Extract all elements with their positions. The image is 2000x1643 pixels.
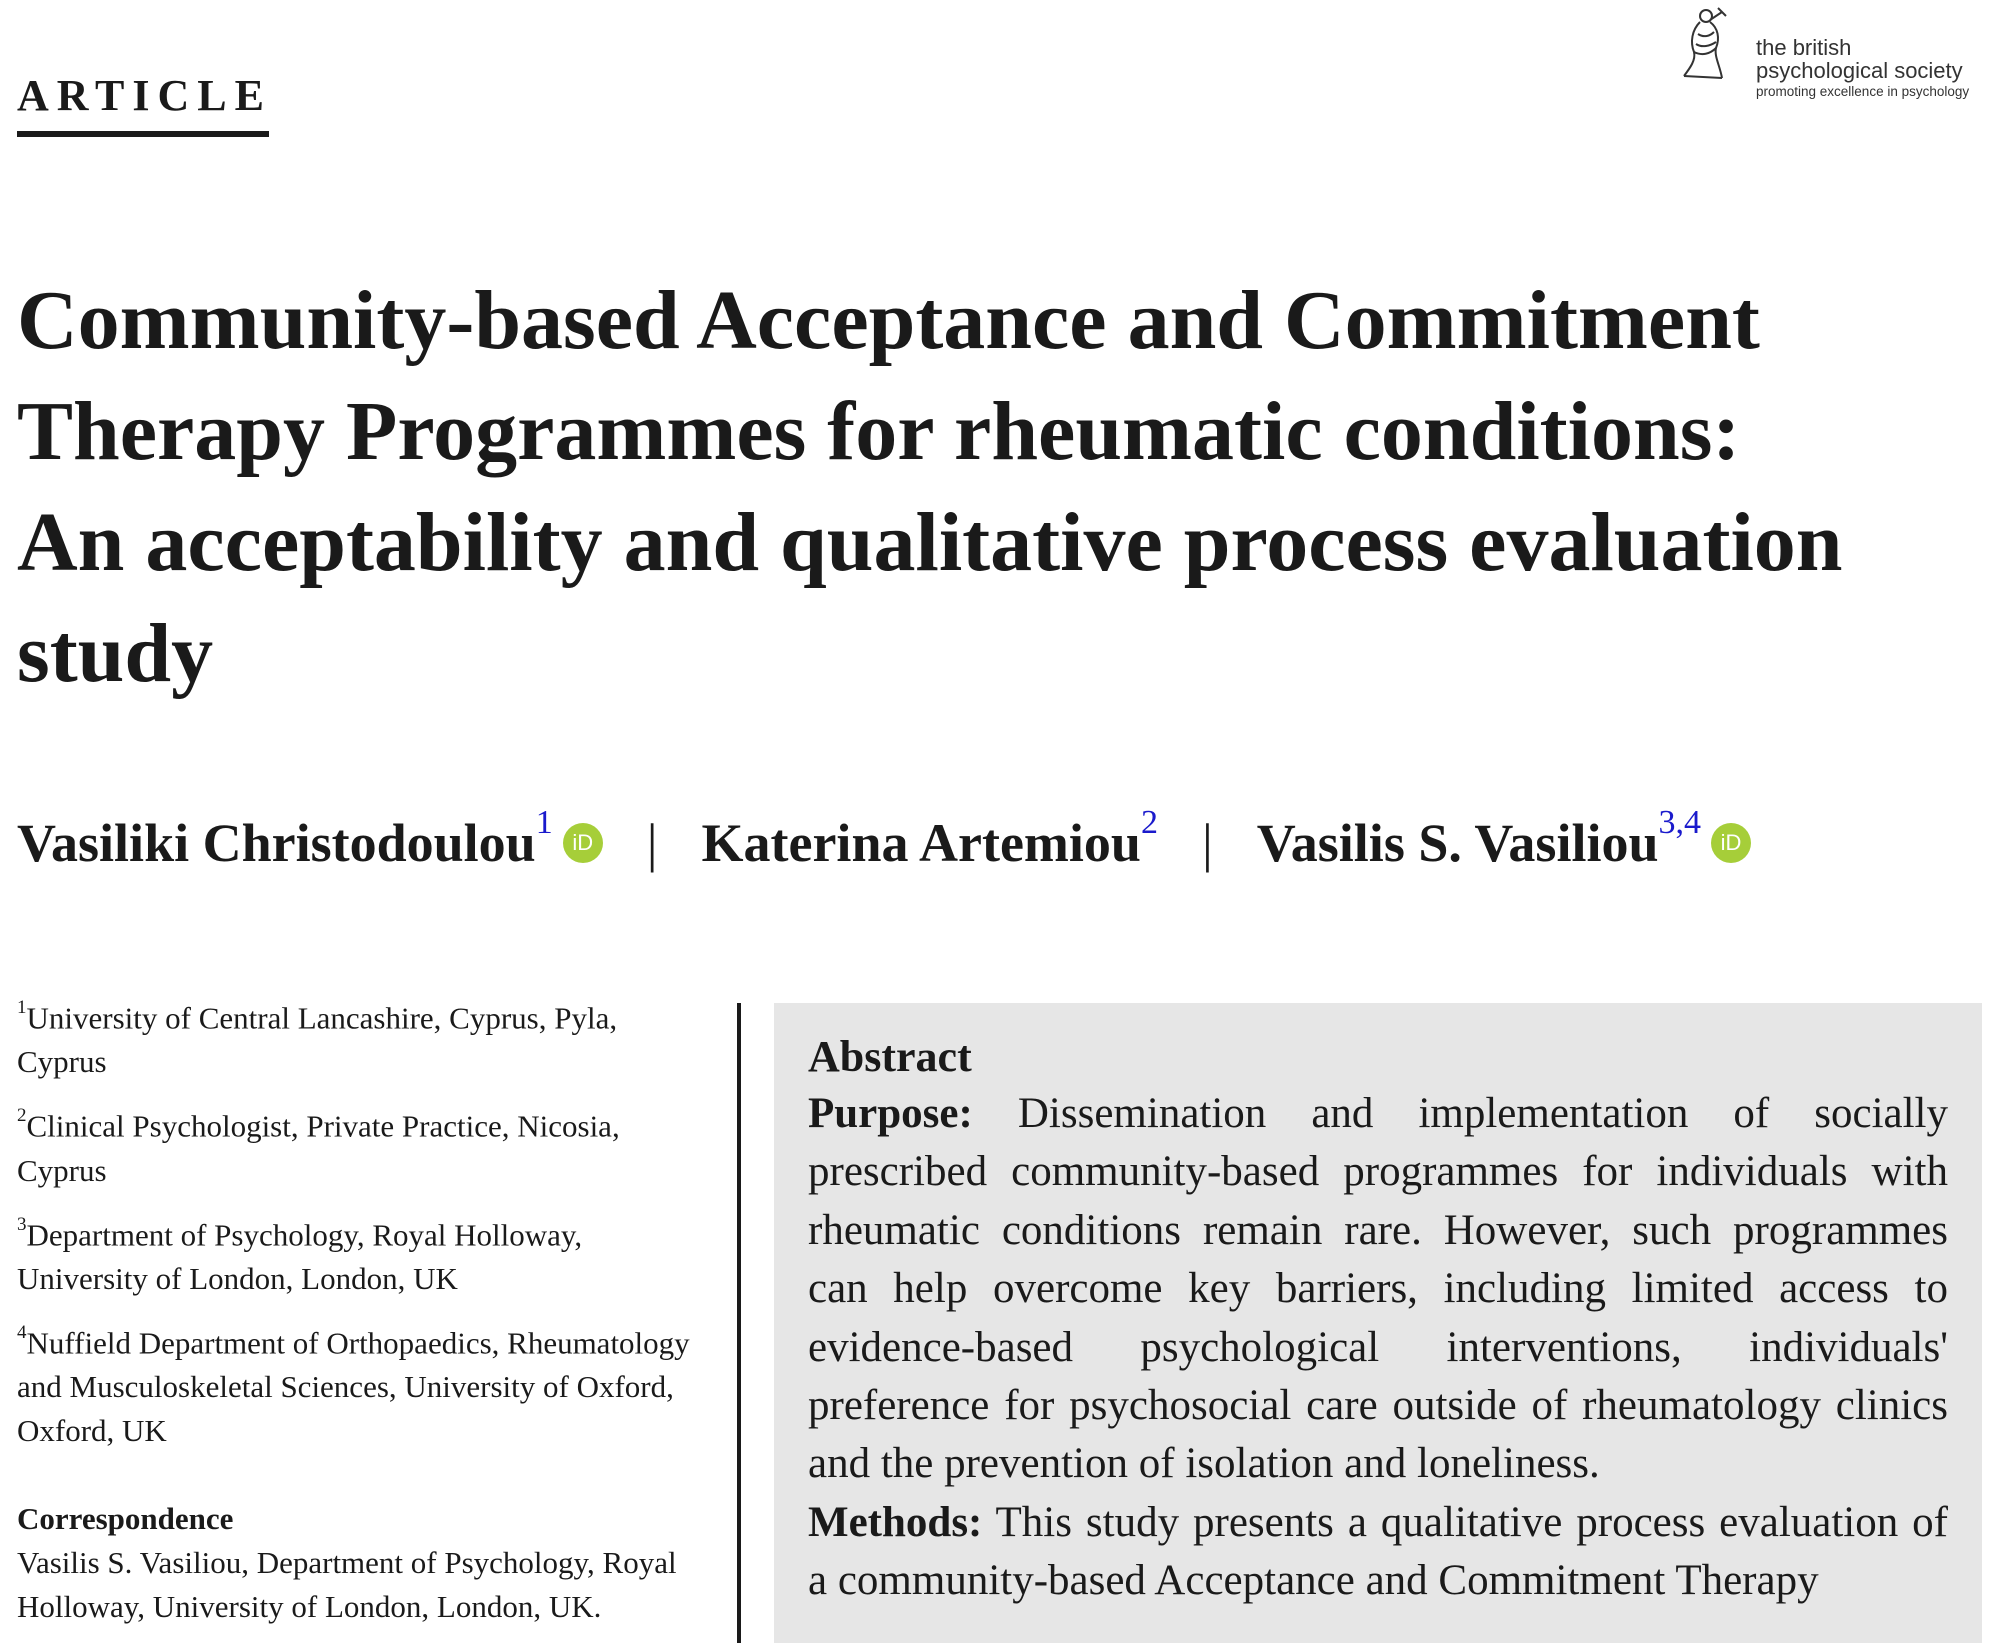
title-line: An acceptability and qualitative process evaluation xyxy=(17,496,1843,589)
orcid-icon[interactable]: iD xyxy=(1711,823,1751,863)
abstract-box xyxy=(774,1003,1982,1643)
affiliation-text: Clinical Psychologist, Private Practice, Nicosia, Cyprus xyxy=(17,1108,620,1188)
abstract-heading: Abstract xyxy=(808,1032,972,1081)
publisher-name-line1: the british xyxy=(1756,35,1852,60)
affiliation-ref[interactable]: 2 xyxy=(1140,804,1158,841)
author-separator: | xyxy=(646,813,658,873)
affiliation xyxy=(17,1315,697,1453)
author-name[interactable]: Katerina Artemiou xyxy=(701,813,1141,873)
correspondence-heading: Correspondence xyxy=(17,1501,234,1537)
affiliation xyxy=(17,1098,697,1192)
affiliation-ref[interactable]: 1 xyxy=(535,804,553,841)
author-list xyxy=(17,804,1751,886)
orcid-icon[interactable]: iD xyxy=(563,823,603,863)
author-name[interactable]: Vasiliki Christodoulou xyxy=(17,813,536,873)
affiliation-number: 4 xyxy=(17,1321,27,1343)
affiliation xyxy=(17,990,697,1084)
article-label-underline xyxy=(17,131,269,137)
column-divider xyxy=(737,1003,741,1643)
publisher-tagline: promoting excellence in psychology xyxy=(1756,84,1970,99)
correspondence-text: Vasilis S. Vasiliou, Department of Psychology, Royal Holloway, University of London, London, UK. xyxy=(17,1545,677,1625)
methods-label: Methods: xyxy=(808,1498,983,1546)
affiliation-text: University of Central Lancashire, Cyprus, Pyla, Cyprus xyxy=(17,1000,618,1080)
affiliations-column xyxy=(17,990,697,1629)
publisher-logo xyxy=(1670,4,1990,104)
affiliation xyxy=(17,1207,697,1301)
author-separator: | xyxy=(1201,813,1213,873)
article-title xyxy=(17,265,1977,709)
author-name[interactable]: Vasilis S. Vasiliou xyxy=(1256,813,1659,873)
article-type-label: ARTICLE xyxy=(17,71,272,120)
affiliation-text: Department of Psychology, Royal Holloway, University of London, London, UK xyxy=(17,1216,583,1296)
title-line: Community-based Acceptance and Commitment xyxy=(17,274,1760,367)
methods-text: This study presents a qualitative process evaluation of a community-based Acceptance and Commitment Therapy xyxy=(808,1498,1948,1605)
title-line: study xyxy=(17,607,214,700)
affiliation-number: 2 xyxy=(17,1105,27,1127)
affiliation-text: Nuffield Department of Orthopaedics, Rheumatology and Musculoskeletal Sciences, University of Oxford, Oxford, UK xyxy=(17,1325,690,1449)
title-line: Therapy Programmes for rheumatic conditions: xyxy=(17,385,1741,478)
affiliation-number: 3 xyxy=(17,1213,27,1235)
purpose-text: Dissemination and implementation of socially prescribed community-based programmes for individuals with rheumatic conditions remain rare. However, such programmes can help overcome key barriers, including limited access to evidence-based psychological interventions, individuals' preference for psychosocial care outside of rheumatology clinics and the prevention of isolation and loneliness. xyxy=(808,1090,1948,1488)
abstract-methods xyxy=(808,1494,1948,1611)
publisher-name-line2: psychological society xyxy=(1756,58,1963,83)
affiliation-ref[interactable]: 3,4 xyxy=(1658,804,1701,841)
bps-figure-icon xyxy=(1670,4,1750,84)
abstract-purpose xyxy=(808,1085,1948,1494)
affiliation-number: 1 xyxy=(17,997,27,1018)
purpose-label: Purpose: xyxy=(808,1090,973,1137)
